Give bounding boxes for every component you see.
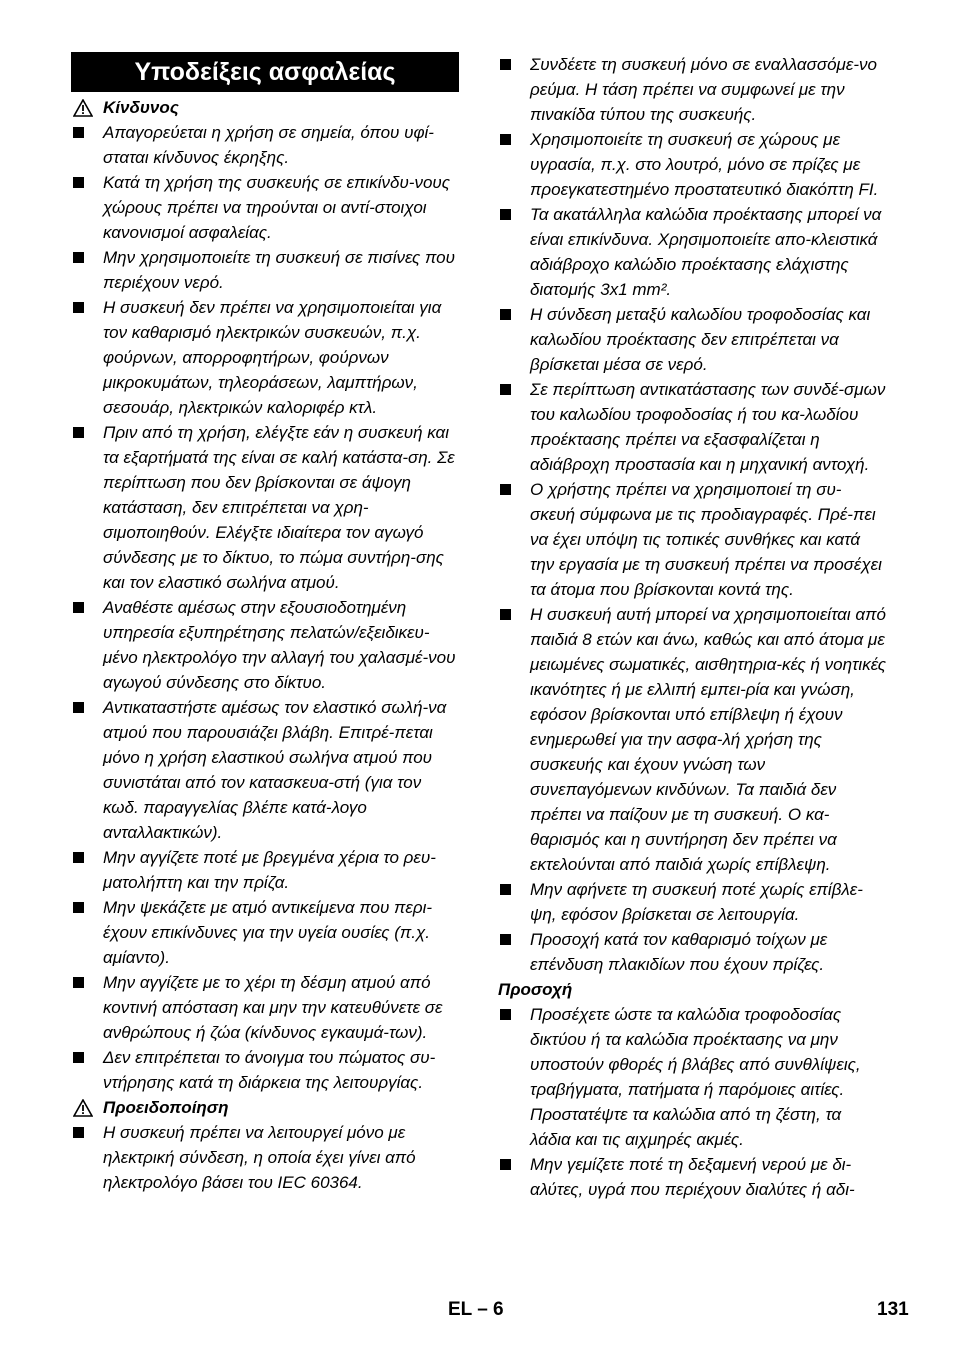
bullet-square-icon: [500, 1159, 511, 1170]
danger-list: [71, 120, 459, 1095]
list-item: Συνδέετε τη συσκευή μόνο σε εναλλασσόμε-νο ρεύμα. Η τάση πρέπει να συμφωνεί με την πινακίδα τύπου της συσκευής.: [498, 52, 886, 127]
bullet-square-icon: [500, 209, 511, 220]
page-number: 131: [877, 1299, 909, 1320]
bullet-square-icon: [73, 852, 84, 863]
bullet-square-icon: [73, 252, 84, 263]
warning-heading: [71, 1095, 459, 1120]
list-item: Η σύνδεση μεταξύ καλωδίου τροφοδοσίας και καλωδίου προέκτασης δεν επιτρέπεται να βρίσκεται μέσα σε νερό.: [498, 302, 886, 377]
section-title: Υποδείξεις ασφαλείας: [71, 52, 459, 92]
bullet-square-icon: [500, 134, 511, 145]
list-item: Μην χρησιμοποιείτε τη συσκευή σε πισίνες που περιέχουν νερό.: [71, 245, 459, 295]
bullet-square-icon: [500, 59, 511, 70]
bullet-square-icon: [500, 609, 511, 620]
list-item: Η συσκευή αυτή μπορεί να χρησιμοποιείται από παιδιά 8 ετών και άνω, καθώς και από άτομα με μειωμένες σωματικές, αισθητηρια-κές ή νοητικές ικανότητες ή με ελλιπή εμπει-ρία και γνώση, εφόσον βρίσκονται υπό επίβλεψη ή έχουν ενημερωθεί για την ασφα-λή χρήση της συσκευής και έχουν γνώση των συνεπαγόμενων κινδύνων. Τα παιδιά δεν πρέπει να παίζουν με τη συσκευή. Ο κα-θαρισμός και η συντήρηση δεν πρέπει να εκτελούνται από παιδιά χωρίς επίβλεψη.: [498, 602, 886, 877]
bullet-square-icon: [500, 384, 511, 395]
list-item: Μην αγγίζετε ποτέ με βρεγμένα χέρια το ρευ-ματολήπτη και την πρίζα.: [71, 845, 459, 895]
section-page-label: EL – 6: [448, 1299, 504, 1320]
danger-label: Κίνδυνος: [103, 98, 179, 117]
bullet-square-icon: [500, 309, 511, 320]
bullet-square-icon: [73, 902, 84, 913]
warning-list: [71, 1120, 459, 1195]
bullet-square-icon: [73, 427, 84, 438]
caution-heading: Προσοχή: [498, 980, 573, 999]
list-item: Προσέχετε ώστε τα καλώδια τροφοδοσίας δικτύου ή τα καλώδια προέκτασης να μην υποστούν φθορές ή βλάβες από συνθλίψεις, τραβήγματα, πατήματα ή παρόμοιες αιτίες. Προστατέψτε τα καλώδια από τη ζέστη, τα λάδια και τις αιχμηρές ακμές.: [498, 1002, 886, 1152]
right-list: [498, 52, 886, 977]
list-item: Αναθέστε αμέσως στην εξουσιοδοτημένη υπηρεσία εξυπηρέτησης πελατών/εξειδικευ-μένο ηλεκτρολόγο την αλλαγή του χαλασμέ-νου αγωγού σύνδεσης στο δίκτυο.: [71, 595, 459, 695]
bullet-square-icon: [73, 1127, 84, 1138]
bullet-square-icon: [73, 977, 84, 988]
caution-list: [498, 1002, 886, 1202]
danger-heading: [71, 95, 459, 120]
bullet-square-icon: [73, 602, 84, 613]
bullet-square-icon: [500, 884, 511, 895]
list-item: Απαγορεύεται η χρήση σε σημεία, όπου υφί-σταται κίνδυνος έκρηξης.: [71, 120, 459, 170]
bullet-square-icon: [73, 127, 84, 138]
list-item: Μην γεμίζετε ποτέ τη δεξαμενή νερού με δι-αλύτες, υγρά που περιέχουν διαλύτες ή αδι-: [498, 1152, 886, 1202]
list-item: Αντικαταστήστε αμέσως τον ελαστικό σωλή-να ατμού που παρουσιάζει βλάβη. Επιτρέ-πεται μόνο η χρήση ελαστικού σωλήνα ατμού που συνιστάται από τον κατασκευα-στή (για τον κωδ. παραγγελίας βλέπε κατά-λογο ανταλλακτικών).: [71, 695, 459, 845]
list-item: Κατά τη χρήση της συσκευής σε επικίνδυ-νους χώρους πρέπει να τηρούνται οι αντί-στοιχοι κανονισμοί ασφαλείας.: [71, 170, 459, 245]
list-item: Πριν από τη χρήση, ελέγξτε εάν η συσκευή και τα εξαρτήματά της είναι σε καλή κατάστα-ση. Σε περίπτωση που δεν βρίσκονται σε άψογη κατάσταση, δεν επιτρέπεται να χρη-σιμοποιηθούν. Ελέγξτε ιδιαίτερα τον αγωγό σύνδεσης με το δίκτυο, το πώμα συντήρη-σης και τον ελαστικό σωλήνα ατμού.: [71, 420, 459, 595]
warning-triangle-icon: [73, 99, 93, 117]
bullet-square-icon: [73, 1052, 84, 1063]
bullet-square-icon: [500, 934, 511, 945]
warning-triangle-icon: [73, 1099, 93, 1117]
list-item: Σε περίπτωση αντικατάστασης των συνδέ-σμων του καλωδίου τροφοδοσίας ή του κα-λωδίου προέκτασης πρέπει να εξασφαλίζεται η αδιάβροχη προστασία και η μηχανική αντοχή.: [498, 377, 886, 477]
list-item: Τα ακατάλληλα καλώδια προέκτασης μπορεί να είναι επικίνδυνα. Χρησιμοποιείτε απο-κλειστικά αδιάβροχο καλώδιο προέκτασης ελάχιστης διατομής 3x1 mm².: [498, 202, 886, 302]
warning-label: Προειδοποίηση: [103, 1098, 229, 1117]
list-item: Χρησιμοποιείτε τη συσκευή σε χώρους με υγρασία, π.χ. στο λουτρό, μόνο σε πρίζες με προεγκατεστημένο προστατευτικό διακόπτη FI.: [498, 127, 886, 202]
list-item: Η συσκευή δεν πρέπει να χρησιμοποιείται για τον καθαρισμό ηλεκτρικών συσκευών, π.χ. φούρνων, απορροφητήρων, φούρνων μικροκυμάτων, τηλεοράσεων, λαμπτήρων, σεσουάρ, ηλεκτρικών καλοριφέρ κτλ.: [71, 295, 459, 420]
list-item: Ο χρήστης πρέπει να χρησιμοποιεί τη συ-σκευή σύμφωνα με τις προδιαγραφές. Πρέ-πει να έχει υπόψη τις τοπικές συνθήκες και κατά την εργασία με τη συσκευή πρέπει να προσέχει τα άτομα που βρίσκονται κοντά της.: [498, 477, 886, 602]
left-column: [71, 52, 459, 1195]
list-item: Μην ψεκάζετε με ατμό αντικείμενα που περι-έχουν επικίνδυνες για την υγεία ουσίες (π.χ. αμίαντο).: [71, 895, 459, 970]
list-item: Δεν επιτρέπεται το άνοιγμα του πώματος συ-ντήρησης κατά τη διάρκεια της λειτουργίας.: [71, 1045, 459, 1095]
list-item: Μην αφήνετε τη συσκευή ποτέ χωρίς επίβλε-ψη, εφόσον βρίσκεται σε λειτουργία.: [498, 877, 886, 927]
bullet-square-icon: [500, 1009, 511, 1020]
list-item: Η συσκευή πρέπει να λειτουργεί μόνο με ηλεκτρική σύνδεση, η οποία έχει γίνει από ηλεκτρολόγο βάσει του IEC 60364.: [71, 1120, 459, 1195]
bullet-square-icon: [73, 177, 84, 188]
bullet-square-icon: [73, 302, 84, 313]
list-item: Μην αγγίζετε με το χέρι τη δέσμη ατμού από κοντινή απόσταση και μην την κατευθύνετε σε ανθρώπους ή ζώα (κίνδυνος εγκαυμά-των).: [71, 970, 459, 1045]
bullet-square-icon: [500, 484, 511, 495]
list-item: Προσοχή κατά τον καθαρισμό τοίχων με επένδυση πλακιδίων που έχουν πρίζες.: [498, 927, 886, 977]
right-column: [498, 52, 886, 1202]
bullet-square-icon: [73, 702, 84, 713]
